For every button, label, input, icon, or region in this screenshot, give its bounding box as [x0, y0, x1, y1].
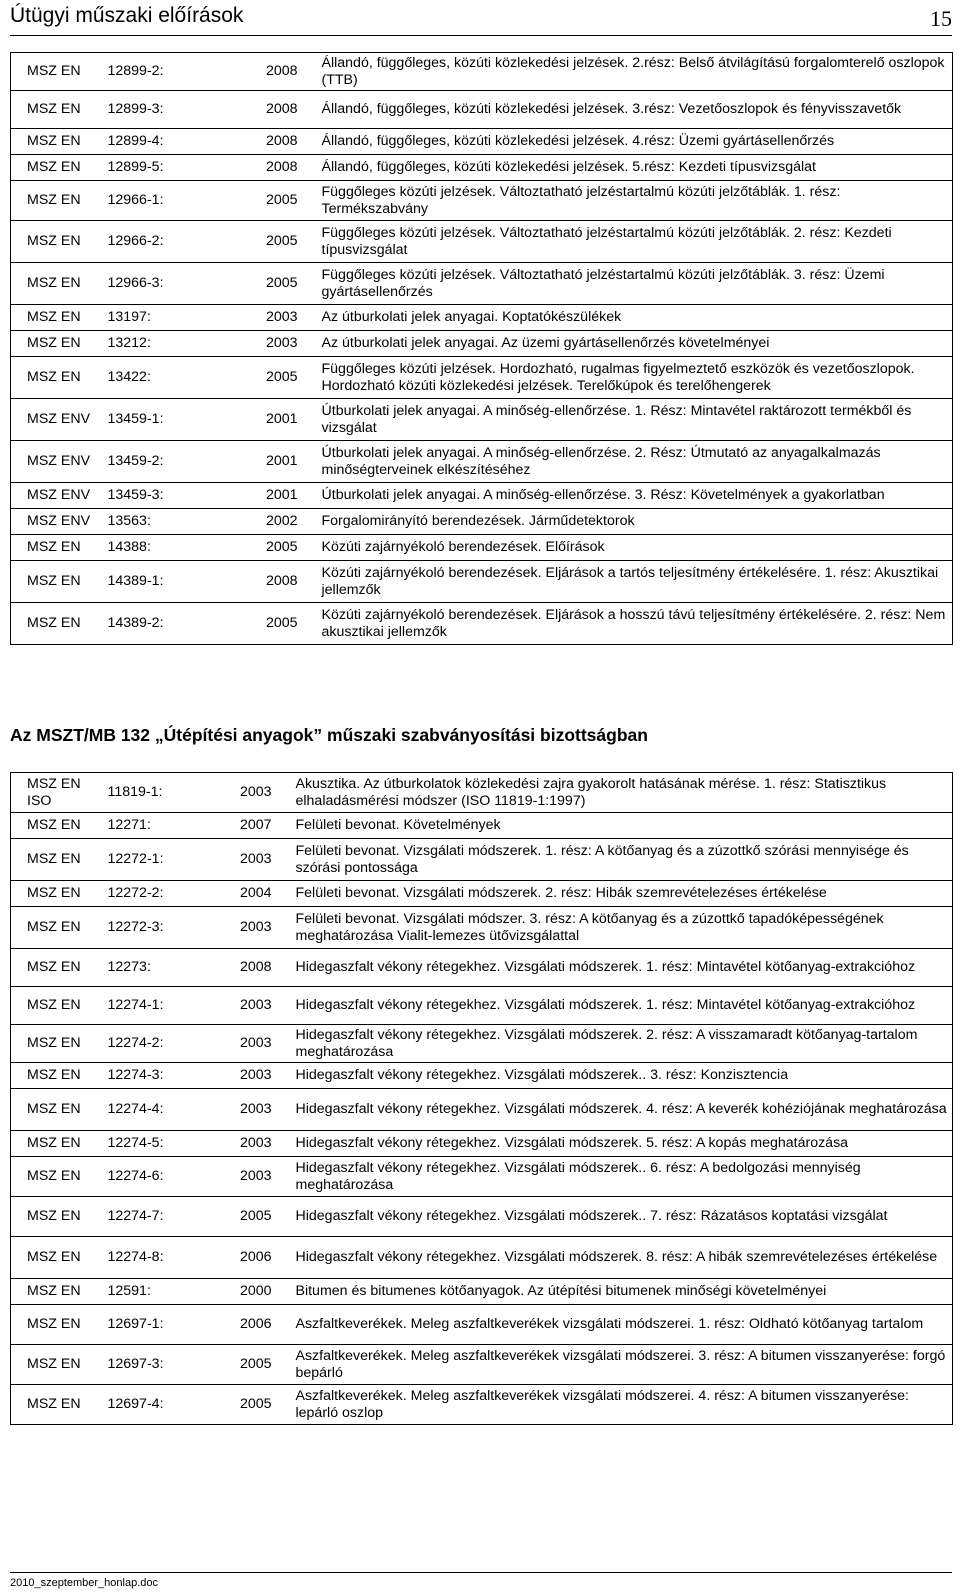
page-footer: [10, 1572, 952, 1589]
standard-prefix: MSZ EN: [11, 1131, 96, 1157]
standard-year: 2005: [214, 181, 312, 221]
standard-number: 12966-3:: [96, 263, 214, 305]
standard-prefix: MSZ EN: [11, 357, 96, 399]
standard-title: Közúti zajárnyékoló berendezések. Eljárások a hosszú távú teljesítmény értékelésére. 2. rész: Nem akusztikai jellemzők: [312, 603, 953, 645]
standard-year: 2006: [214, 1305, 286, 1345]
standard-number: 12697-3:: [96, 1345, 214, 1385]
table-row: [11, 881, 953, 907]
standard-number: 12899-5:: [96, 155, 214, 181]
standard-title: Hidegaszfalt vékony rétegekhez. Vizsgálati módszerek. 4. rész: A keverék kohéziójának meghatározása: [286, 1089, 953, 1131]
table-row: [11, 1131, 953, 1157]
standard-year: 2002: [214, 509, 312, 535]
table-row: [11, 813, 953, 839]
table-row: [11, 399, 953, 441]
standard-number: 12899-4:: [96, 129, 214, 155]
standard-title: Bitumen és bitumenes kötőanyagok. Az útépítési bitumenek minőségi követelményei: [286, 1279, 953, 1305]
standard-number: 12697-1:: [96, 1305, 214, 1345]
standard-prefix: MSZ EN: [11, 1157, 96, 1197]
standard-number: 12272-1:: [96, 839, 214, 881]
table-row: [11, 603, 953, 645]
standard-prefix: MSZ EN: [11, 839, 96, 881]
table-row: [11, 839, 953, 881]
standard-title: Állandó, függőleges, közúti közlekedési jelzések. 4.rész: Üzemi gyártásellenőrzés: [312, 129, 953, 155]
standard-prefix: MSZ EN: [11, 263, 96, 305]
table-row: [11, 357, 953, 399]
standard-prefix: MSZ EN: [11, 91, 96, 129]
standard-number: 13459-1:: [96, 399, 214, 441]
standard-year: 2003: [214, 305, 312, 331]
standard-title: Hidegaszfalt vékony rétegekhez. Vizsgálati módszerek.. 3. rész: Konzisztencia: [286, 1063, 953, 1089]
standard-title: Közúti zajárnyékoló berendezések. Előírások: [312, 535, 953, 561]
standard-prefix: MSZ EN: [11, 1345, 96, 1385]
standard-prefix: MSZ EN: [11, 1279, 96, 1305]
standard-prefix: MSZ ENV: [11, 483, 96, 509]
standard-year: 2003: [214, 839, 286, 881]
standard-prefix: MSZ EN: [11, 1089, 96, 1131]
table-row: [11, 1063, 953, 1089]
standard-number: 12274-5:: [96, 1131, 214, 1157]
standard-number: 12591:: [96, 1279, 214, 1305]
standard-year: 2003: [214, 1025, 286, 1063]
standard-prefix: MSZ EN: [11, 1197, 96, 1237]
standards-table-2: [10, 772, 953, 1425]
standard-title: Hidegaszfalt vékony rétegekhez. Vizsgálati módszerek.. 7. rész: Rázatásos koptatási vizsgálat: [286, 1197, 953, 1237]
standard-year: 2001: [214, 441, 312, 483]
standard-number: 12274-6:: [96, 1157, 214, 1197]
standard-year: 2005: [214, 357, 312, 399]
standard-title: Az útburkolati jelek anyagai. Az üzemi gyártásellenőrzés követelményei: [312, 331, 953, 357]
table-row: [11, 509, 953, 535]
standard-year: 2008: [214, 155, 312, 181]
standard-number: 12272-3:: [96, 907, 214, 949]
standard-title: Útburkolati jelek anyagai. A minőség-ellenőrzése. 1. Rész: Mintavétel raktározott termékből és vizsgálat: [312, 399, 953, 441]
standard-prefix: MSZ ENV: [11, 441, 96, 483]
table-row: [11, 773, 953, 813]
table-row: [11, 907, 953, 949]
table-row: [11, 181, 953, 221]
standard-title: Függőleges közúti jelzések. Változtatható jelzéstartalmú közúti jelzőtáblák. 1. rész: Termékszabvány: [312, 181, 953, 221]
standard-prefix: MSZ EN: [11, 129, 96, 155]
standard-prefix: MSZ EN: [11, 907, 96, 949]
standard-number: 12274-1:: [96, 987, 214, 1025]
standard-title: Az útburkolati jelek anyagai. Koptatókészülékek: [312, 305, 953, 331]
table-row: [11, 53, 953, 91]
standard-prefix: MSZ EN: [11, 331, 96, 357]
standard-prefix: MSZ EN: [11, 1025, 96, 1063]
standard-title: Közúti zajárnyékoló berendezések. Eljárások a tartós teljesítmény értékelésére. 1. rész: Akusztikai jellemzők: [312, 561, 953, 603]
standard-number: 12966-2:: [96, 221, 214, 263]
standard-year: 2008: [214, 561, 312, 603]
standard-year: 2005: [214, 1385, 286, 1425]
standard-number: 11819-1:: [96, 773, 214, 813]
standard-number: 13422:: [96, 357, 214, 399]
standard-number: 12274-4:: [96, 1089, 214, 1131]
standard-title: Állandó, függőleges, közúti közlekedési jelzések. 5.rész: Kezdeti típusvizsgálat: [312, 155, 953, 181]
standard-prefix: MSZ EN ISO: [11, 773, 96, 813]
standard-prefix: MSZ ENV: [11, 509, 96, 535]
standard-prefix: MSZ EN: [11, 987, 96, 1025]
standard-number: 13459-2:: [96, 441, 214, 483]
standard-year: 2008: [214, 949, 286, 987]
standard-number: 12899-2:: [96, 53, 214, 91]
standard-year: 2000: [214, 1279, 286, 1305]
table-row: [11, 441, 953, 483]
standard-prefix: MSZ EN: [11, 1385, 96, 1425]
standard-year: 2004: [214, 881, 286, 907]
table-row: [11, 263, 953, 305]
standard-number: 13197:: [96, 305, 214, 331]
standard-prefix: MSZ EN: [11, 561, 96, 603]
standard-year: 2003: [214, 987, 286, 1025]
standard-year: 2003: [214, 1089, 286, 1131]
standard-year: 2008: [214, 91, 312, 129]
table-row: [11, 1279, 953, 1305]
footer-filename: 2010_szeptember_honlap.doc: [10, 1577, 159, 1589]
standards-table-1: [10, 52, 953, 645]
standard-year: 2001: [214, 483, 312, 509]
standard-year: 2001: [214, 399, 312, 441]
table-row: [11, 1089, 953, 1131]
table-row: [11, 949, 953, 987]
table-row: [11, 1025, 953, 1063]
standard-title: Aszfaltkeverékek. Meleg aszfaltkeverékek vizsgálati módszerei. 3. rész: A bitumen visszanyerése: forgó bepárló: [286, 1345, 953, 1385]
table-row: [11, 331, 953, 357]
standard-number: 13563:: [96, 509, 214, 535]
standard-year: 2005: [214, 263, 312, 305]
standard-year: 2003: [214, 907, 286, 949]
standard-title: Állandó, függőleges, közúti közlekedési jelzések. 3.rész: Vezetőoszlopok és fényvisszavetők: [312, 91, 953, 129]
table-row: [11, 221, 953, 263]
standard-prefix: MSZ EN: [11, 1063, 96, 1089]
standard-title: Útburkolati jelek anyagai. A minőség-ellenőrzése. 2. Rész: Útmutató az anyagalkalmazás minőségterveinek elkészítéséhez: [312, 441, 953, 483]
standard-year: 2003: [214, 331, 312, 357]
standard-year: 2005: [214, 221, 312, 263]
standard-year: 2005: [214, 1197, 286, 1237]
table-row: [11, 155, 953, 181]
standard-title: Felületi bevonat. Vizsgálati módszer. 3. rész: A kötőanyag és a zúzottkő tapadóképességének meghatározása Vialit-lemezes ütővizsgálattal: [286, 907, 953, 949]
standard-year: 2003: [214, 773, 286, 813]
standard-title: Felületi bevonat. Követelmények: [286, 813, 953, 839]
standard-prefix: MSZ EN: [11, 53, 96, 91]
table-row: [11, 1157, 953, 1197]
standard-number: 14389-1:: [96, 561, 214, 603]
standard-title: Függőleges közúti jelzések. Változtatható jelzéstartalmú közúti jelzőtáblák. 2. rész: Kezdeti típusvizsgálat: [312, 221, 953, 263]
standard-number: 12271:: [96, 813, 214, 839]
standard-prefix: MSZ EN: [11, 305, 96, 331]
standard-prefix: MSZ EN: [11, 155, 96, 181]
standard-number: 13212:: [96, 331, 214, 357]
standard-title: Felületi bevonat. Vizsgálati módszerek. 2. rész: Hibák szemrevételezéses értékelése: [286, 881, 953, 907]
table-row: [11, 483, 953, 509]
standard-prefix: MSZ EN: [11, 535, 96, 561]
standard-year: 2005: [214, 535, 312, 561]
standard-title: Állandó, függőleges, közúti közlekedési jelzések. 2.rész: Belső átvilágítású forgalomterelő oszlopok (TTB): [312, 53, 953, 91]
standard-title: Forgalomirányító berendezések. Járműdetektorok: [312, 509, 953, 535]
standard-title: Aszfaltkeverékek. Meleg aszfaltkeverékek vizsgálati módszerei. 4. rész: A bitumen visszanyerése: lepárló oszlop: [286, 1385, 953, 1425]
standard-year: 2003: [214, 1157, 286, 1197]
standard-year: 2006: [214, 1237, 286, 1279]
table-row: [11, 1345, 953, 1385]
standard-number: 12899-3:: [96, 91, 214, 129]
standard-title: Függőleges közúti jelzések. Hordozható, rugalmas figyelmeztető eszközök és vezetőoszlopok. Hordozható közúti közlekedési jelzések. Terelőkúpok és terelőhengerek: [312, 357, 953, 399]
table-row: [11, 987, 953, 1025]
standard-year: 2007: [214, 813, 286, 839]
standard-prefix: MSZ EN: [11, 1305, 96, 1345]
standard-number: 12272-2:: [96, 881, 214, 907]
standard-title: Útburkolati jelek anyagai. A minőség-ellenőrzése. 3. Rész: Követelmények a gyakorlatban: [312, 483, 953, 509]
standard-title: Felületi bevonat. Vizsgálati módszerek. 1. rész: A kötőanyag és a zúzottkő szórási mennyisége és szórási pontossága: [286, 839, 953, 881]
standard-title: Hidegaszfalt vékony rétegekhez. Vizsgálati módszerek. 8. rész: A hibák szemrevételezéses értékelése: [286, 1237, 953, 1279]
standard-prefix: MSZ EN: [11, 1237, 96, 1279]
standard-title: Aszfaltkeverékek. Meleg aszfaltkeverékek vizsgálati módszerei. 1. rész: Oldható kötőanyag tartalom: [286, 1305, 953, 1345]
standard-prefix: MSZ EN: [11, 813, 96, 839]
page-header: [10, 0, 952, 36]
standard-prefix: MSZ EN: [11, 603, 96, 645]
standard-number: 12274-7:: [96, 1197, 214, 1237]
standard-title: Akusztika. Az útburkolatok közlekedési zajra gyakorolt hatásának mérése. 1. rész: Statisztikus elhaladásmérési módszer (ISO 11819-1:1997): [286, 773, 953, 813]
standard-title: Hidegaszfalt vékony rétegekhez. Vizsgálati módszerek. 2. rész: A visszamaradt kötőanyag-tartalom meghatározása: [286, 1025, 953, 1063]
standard-title: Hidegaszfalt vékony rétegekhez. Vizsgálati módszerek. 1. rész: Mintavétel kötőanyag-extrakcióhoz: [286, 987, 953, 1025]
standard-year: 2003: [214, 1063, 286, 1089]
table-row: [11, 561, 953, 603]
standard-number: 12273:: [96, 949, 214, 987]
page-number: 15: [930, 6, 952, 31]
table-row: [11, 1237, 953, 1279]
table-row: [11, 1197, 953, 1237]
standard-year: 2008: [214, 53, 312, 91]
standard-number: 12697-4:: [96, 1385, 214, 1425]
document-title: Útügyi műszaki előírások: [10, 4, 244, 27]
table-row: [11, 129, 953, 155]
standard-prefix: MSZ EN: [11, 881, 96, 907]
table-row: [11, 1385, 953, 1425]
table-row: [11, 1305, 953, 1345]
standard-number: 12274-2:: [96, 1025, 214, 1063]
standard-prefix: MSZ EN: [11, 949, 96, 987]
standard-title: Függőleges közúti jelzések. Változtatható jelzéstartalmú közúti jelzőtáblák. 3. rész: Üzemi gyártásellenőrzés: [312, 263, 953, 305]
standard-number: 12966-1:: [96, 181, 214, 221]
standard-title: Hidegaszfalt vékony rétegekhez. Vizsgálati módszerek.. 6. rész: A bedolgozási mennyiség meghatározása: [286, 1157, 953, 1197]
standard-year: 2005: [214, 603, 312, 645]
standard-number: 12274-3:: [96, 1063, 214, 1089]
standard-number: 12274-8:: [96, 1237, 214, 1279]
standard-title: Hidegaszfalt vékony rétegekhez. Vizsgálati módszerek. 5. rész: A kopás meghatározása: [286, 1131, 953, 1157]
standard-prefix: MSZ EN: [11, 221, 96, 263]
standard-title: Hidegaszfalt vékony rétegekhez. Vizsgálati módszerek. 1. rész: Mintavétel kötőanyag-extrakcióhoz: [286, 949, 953, 987]
table-row: [11, 305, 953, 331]
standard-year: 2008: [214, 129, 312, 155]
standard-year: 2003: [214, 1131, 286, 1157]
standard-prefix: MSZ EN: [11, 181, 96, 221]
table-row: [11, 91, 953, 129]
table-row: [11, 535, 953, 561]
standard-number: 13459-3:: [96, 483, 214, 509]
standard-year: 2005: [214, 1345, 286, 1385]
standard-number: 14389-2:: [96, 603, 214, 645]
standard-number: 14388:: [96, 535, 214, 561]
standard-prefix: MSZ ENV: [11, 399, 96, 441]
section-heading: Az MSZT/MB 132 „Útépítési anyagok” műszaki szabványosítási bizottságban: [10, 725, 648, 745]
